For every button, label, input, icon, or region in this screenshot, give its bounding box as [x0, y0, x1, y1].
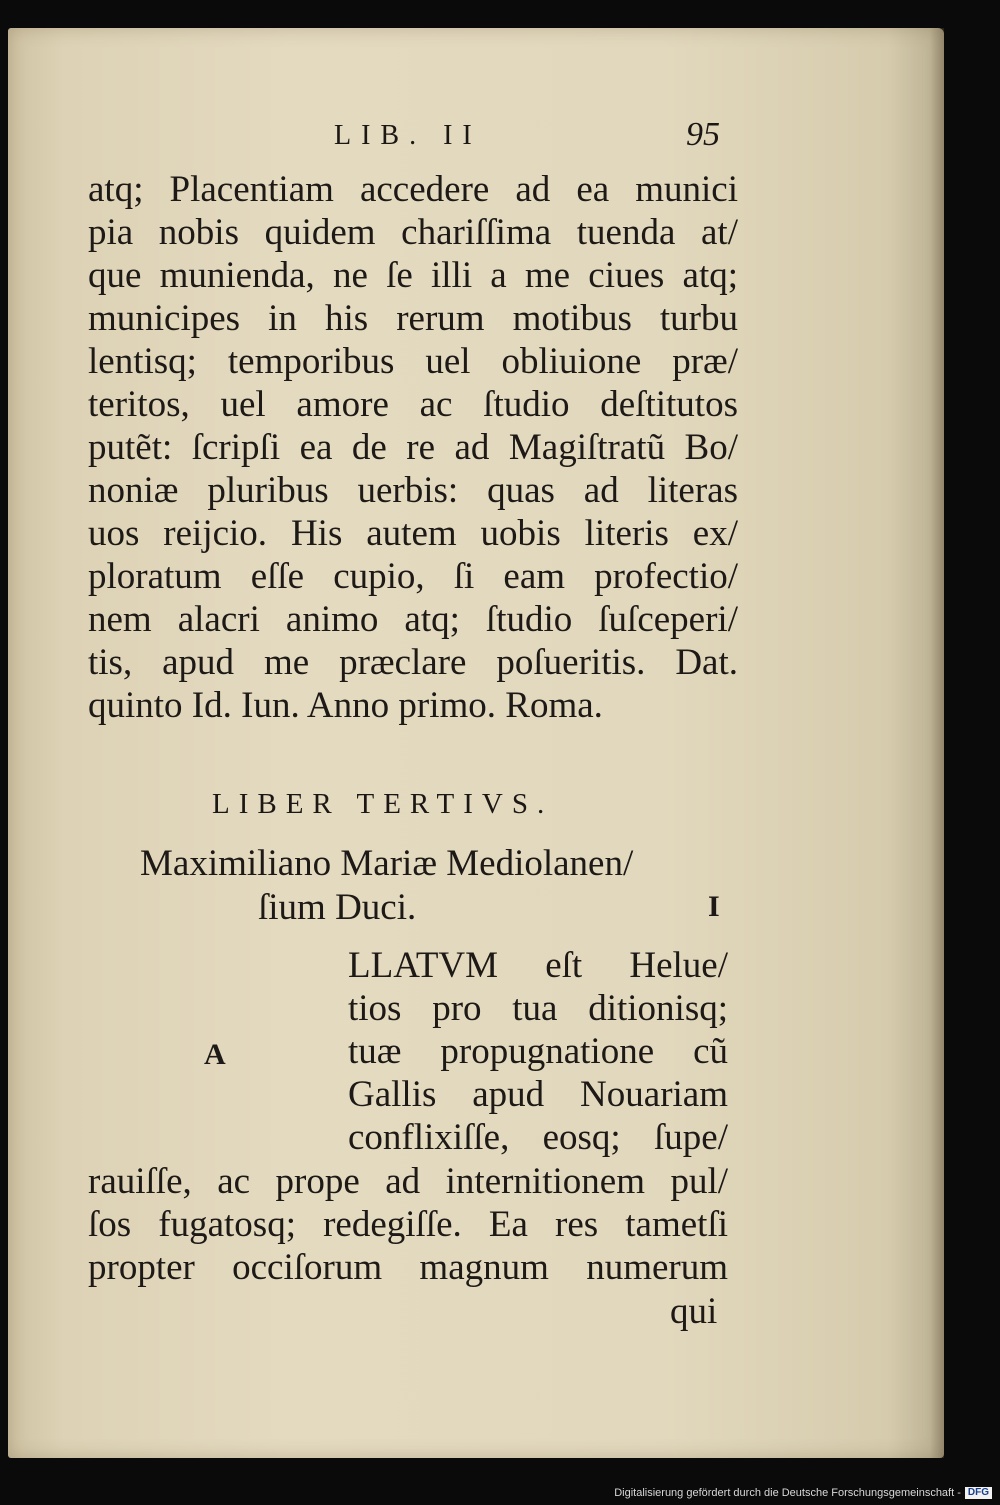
letter-number: I: [708, 890, 720, 923]
text-line: putẽt: ſcripſi ea de re ad Magiſtratũ Bo/: [88, 427, 738, 468]
text-line: propter occiſorum magnum numerum: [88, 1247, 728, 1288]
running-head: LIB. II: [334, 120, 482, 151]
text-line: tios pro tua ditionisq;: [348, 988, 728, 1029]
text-line: tis, apud me præclare poſueritis. Dat.: [88, 642, 738, 683]
text-line: pia nobis quidem chariſſima tuenda at/: [88, 212, 738, 253]
text-line: que munienda, ne ſe illi a me ciues atq;: [88, 255, 738, 296]
text-line: teritos, uel amore ac ſtudio deſtitutos: [88, 384, 738, 425]
text-line: ſos fugatosq; redegiſſe. Ea res tametſi: [88, 1204, 728, 1245]
letter-title-line: Maximiliano Mariæ Mediolanen/: [140, 843, 634, 884]
text-line: municipes in his rerum motibus turbu: [88, 298, 738, 339]
letter-title-line: ſium Duci.: [258, 887, 417, 928]
indented-text-block: [348, 944, 728, 1159]
catchword: qui: [670, 1291, 718, 1332]
text-line: lentisq; temporibus uel obliuione præ/: [88, 341, 738, 382]
main-text-block: [88, 168, 738, 727]
text-line: conflixiſſe, eosq; ſupe/: [348, 1117, 728, 1158]
text-line: uos reijcio. His autem uobis literis ex/: [88, 513, 738, 554]
letter-body-block: [88, 1160, 728, 1289]
initial-letter-guide: A: [204, 1038, 226, 1071]
page-number: 95: [686, 116, 720, 153]
credit-text: Digitalisierung gefördert durch die Deutsche Forschungsgemeinschaft -: [614, 1487, 961, 1499]
text-line: atq; Placentiam accedere ad ea munici: [88, 169, 738, 210]
text-line: quinto Id. Iun. Anno primo. Roma.: [88, 685, 603, 726]
book-heading: LIBER TERTIVS.: [212, 788, 554, 820]
page-header: [8, 116, 944, 156]
text-line: noniæ pluribus uerbis: quas ad literas: [88, 470, 738, 511]
text-line: nem alacri animo atq; ſtudio ſuſceperi/: [88, 599, 738, 640]
dfg-logo-icon: DFG: [965, 1487, 992, 1499]
page-edge-shadow: [930, 28, 944, 1458]
text-line: ploratum eſſe cupio, ſi eam profectio/: [88, 556, 738, 597]
text-line: LLATVM eſt Helue/: [348, 945, 728, 986]
digitization-credit: [614, 1485, 992, 1501]
text-line: tuæ propugnatione cũ: [348, 1031, 728, 1072]
text-line: rauiſſe, ac prope ad internitionem pul/: [88, 1161, 728, 1202]
text-line: Gallis apud Nouariam: [348, 1074, 728, 1115]
book-page: [8, 28, 944, 1458]
